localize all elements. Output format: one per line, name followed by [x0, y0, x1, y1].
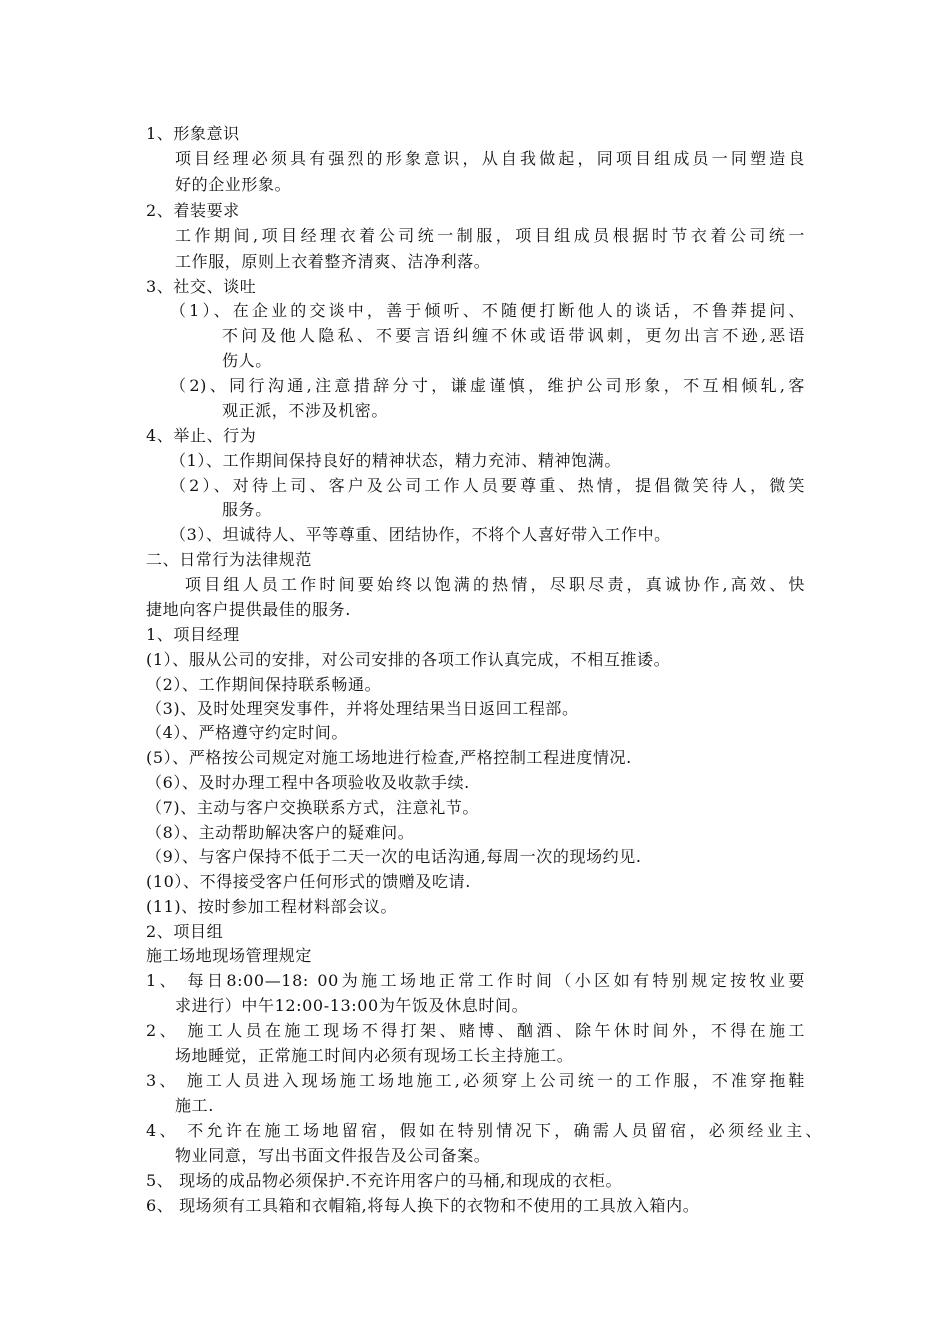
heading-social-speech: 3、社交、谈吐 — [146, 277, 257, 296]
list-item-line: （8）、主动帮助解决客户的疑难问。 — [146, 823, 415, 842]
paragraph-line: 工作期间,项目经理衣着公司统一制服，项目组成员根据时节衣着公司统一 — [175, 226, 805, 245]
list-item-line: （1）、工作期间保持良好的精神状态，精力充沛、精神饱满。 — [170, 451, 621, 470]
heading-project-manager: 1、项目经理 — [146, 625, 240, 644]
list-item-line: （2）、对待上司、客户及公司工作人员要尊重、热情，提倡微笑待人，微笑 — [170, 476, 805, 495]
list-item-line: 伤人。 — [222, 351, 272, 370]
heading-image-awareness: 1、形象意识 — [146, 124, 240, 143]
rule-line: 施工. — [175, 1096, 214, 1115]
rule-line: 1、 每日8:00—18: 00为施工场地正常工作时间（小区如有特别规定按牧业要 — [146, 971, 805, 990]
list-item-line: （3)、及时处理突发事件，并将处理结果当日返回工程部。 — [146, 699, 579, 718]
heading-conduct: 4、举止、行为 — [146, 426, 257, 445]
rule-line: 5、 现场的成品物必须保护.不充许用客户的马桶,和现成的衣柜。 — [146, 1171, 623, 1190]
list-item-line: (10）、不得接受客户任何形式的馈赠及吃请. — [146, 872, 471, 891]
paragraph-line: 项目组人员工作时间要始终以饱满的热情，尽职尽责，真诚协作,高效、快 — [185, 575, 805, 594]
list-item-line: 观正派，不涉及机密。 — [222, 401, 389, 420]
paragraph-line: 捷地向客户提供最佳的服务. — [146, 600, 351, 619]
list-item-line: (1）、服从公司的安排，对公司安排的各项工作认真完成，不相互推诿。 — [146, 650, 671, 669]
list-item-line: （2)、同行沟通,注意措辞分寸，谦虚谨慎，维护公司形象，不互相倾轧,客 — [170, 376, 805, 395]
rule-line: 求进行）中午12:00-13:00为午饭及休息时间。 — [175, 996, 529, 1015]
rule-line: 2、 施工人员在施工现场不得打架、赌博、酗酒、除午休时间外，不得在施工 — [146, 1021, 805, 1040]
rule-line: 场地睡觉，正常施工时间内必须有现场工长主持施工。 — [175, 1046, 574, 1065]
list-item-line: （7)、主动与客户交换联系方式，注意礼节。 — [146, 798, 480, 817]
heading-project-team: 2、项目组 — [146, 922, 224, 941]
list-item-line: （1）、在企业的交谈中，善于倾听、不随便打断他人的谈话，不鲁莽提问、 — [170, 301, 805, 320]
list-item-line: （6）、及时办理工程中各项验收及收款手续. — [146, 773, 470, 792]
rule-line: 物业同意，写出书面文件报告及公司备案。 — [175, 1146, 491, 1165]
heading-dress-code: 2、着装要求 — [146, 201, 240, 220]
list-item-line: （2）、工作期间保持联系畅通。 — [146, 675, 382, 694]
list-item-line: 服务。 — [222, 500, 272, 519]
list-item-line: 不问及他人隐私、不要言语纠缠不休或语带讽刺，更勿出言不逊,恶语 — [222, 326, 805, 345]
heading-site-rules: 施工场地现场管理规定 — [146, 946, 313, 965]
rule-line: 3、 施工人员进入现场施工场地施工,必须穿上公司统一的工作服，不准穿拖鞋 — [146, 1071, 805, 1090]
list-item-line: (5）、严格按公司规定对施工场地进行检查,严格控制工程进度情况. — [146, 748, 632, 767]
rule-line: 6、 现场须有工具箱和衣帽箱,将每人换下的衣物和不使用的工具放入箱内。 — [146, 1196, 700, 1215]
rule-line: 4、 不允许在施工场地留宿，假如在特别情况下，确需人员留宿，必须经业主、 — [146, 1121, 822, 1140]
list-item-line: （4）、严格遵守约定时间。 — [146, 723, 348, 742]
list-item-line: (11)、按时参加工程材料部会议。 — [146, 897, 398, 916]
section-heading-daily-conduct: 二、日常行为法律规范 — [146, 550, 313, 569]
list-item-line: （3）、坦诚待人、平等尊重、团结协作，不将个人喜好带入工作中。 — [170, 525, 671, 544]
paragraph-line: 项目经理必须具有强烈的形象意识，从自我做起，同项目组成员一同塑造良 — [175, 149, 805, 168]
paragraph-line: 好的企业形象。 — [175, 175, 292, 194]
list-item-line: （9）、与客户保持不低于二天一次的电话沟通,每周一次的现场约见. — [146, 847, 642, 866]
paragraph-line: 工作服，原则上衣着整齐清爽、洁净利落。 — [175, 252, 491, 271]
